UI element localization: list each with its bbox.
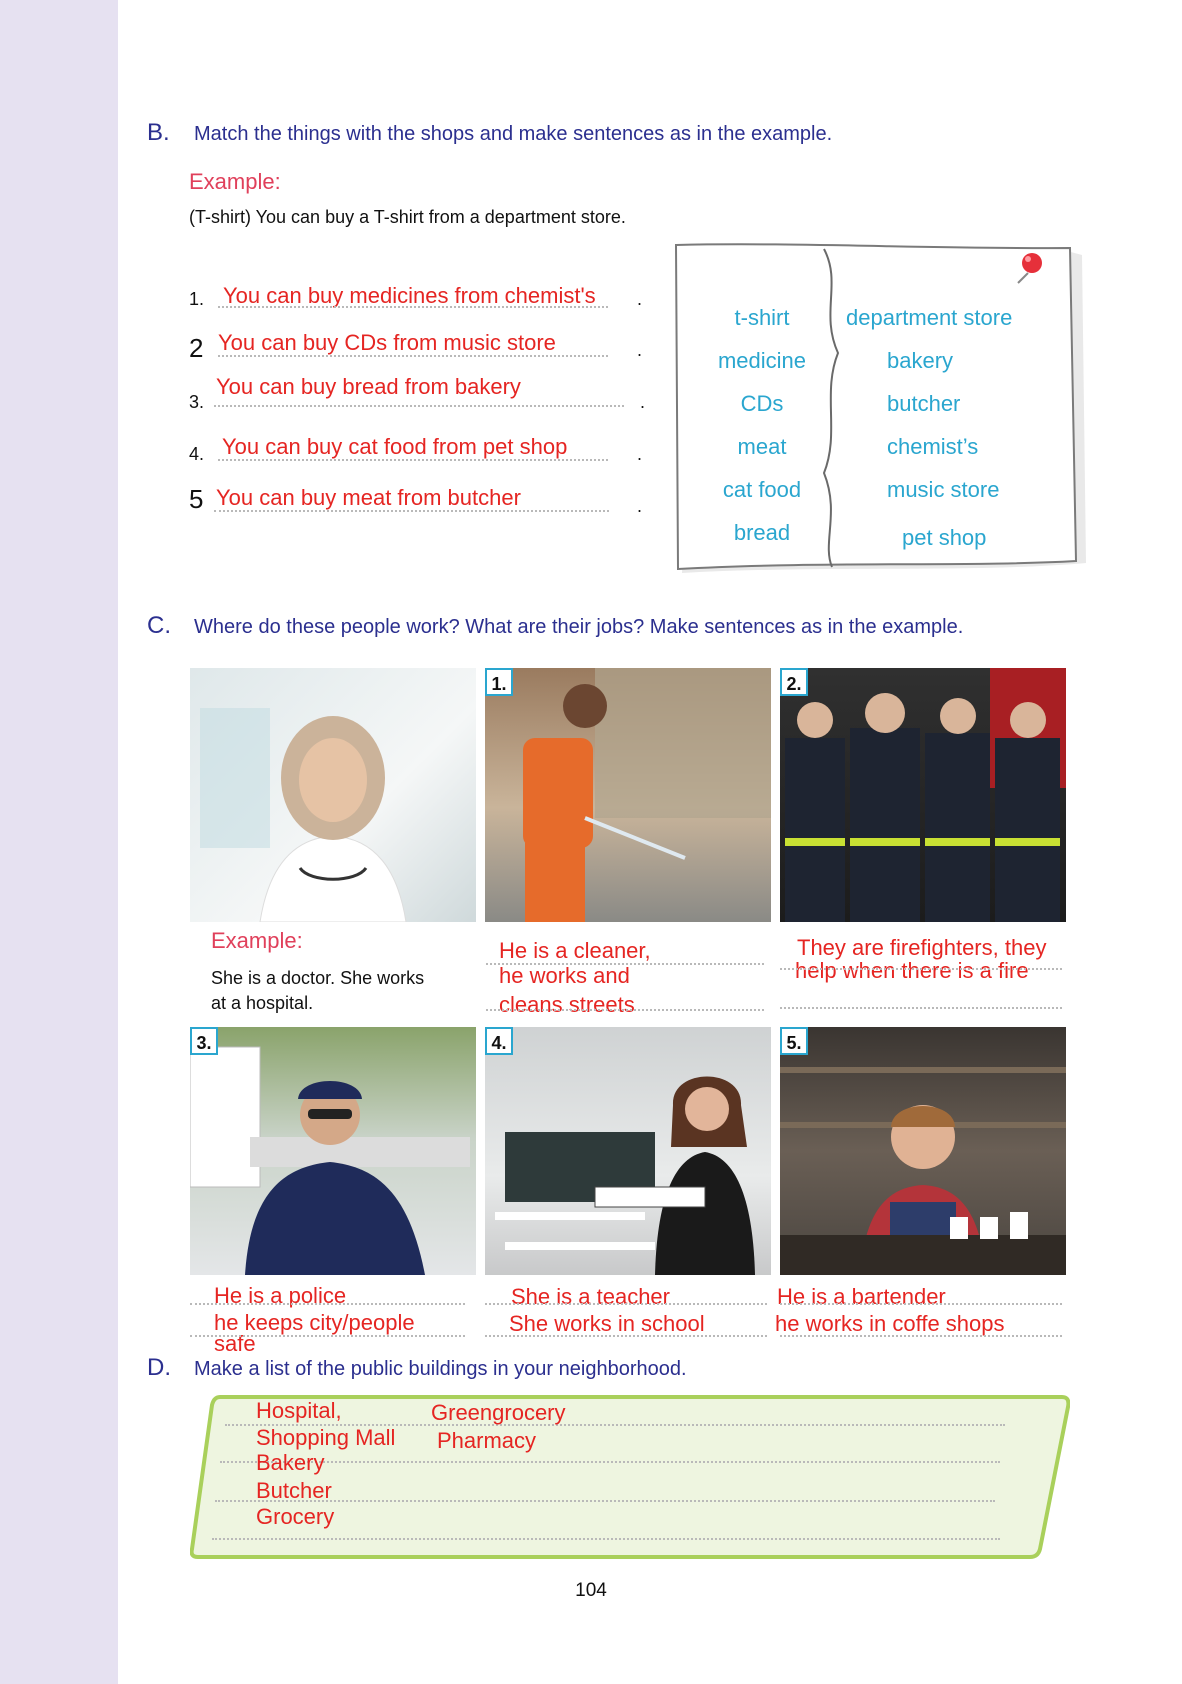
answer-line [214,510,609,512]
list-item[interactable]: Hospital, [256,1398,342,1423]
section-d-letter: D. [147,1354,171,1381]
list-line [212,1538,1000,1540]
answer-c5-line1[interactable]: He is a bartender [777,1284,946,1309]
photo-badge: 1. [485,668,513,696]
thing-word: bread [733,520,791,545]
answer-c2-line2[interactable]: help when there is a fire [795,958,1029,983]
item-number: 4. [189,444,205,464]
period: . [640,392,646,412]
answer-2[interactable]: You can buy CDs from music store [218,330,556,355]
photo-cleaner [485,668,771,922]
photo-bartender [780,1027,1066,1275]
answer-c4-line1[interactable]: She is a teacher [511,1284,670,1309]
page-margin-strip [0,0,118,1684]
answer-c1-line3[interactable]: cleans streets [499,992,635,1017]
answer-line [190,1335,465,1337]
page-number: 104 [575,1580,607,1601]
photo-teacher [485,1027,771,1275]
thing-word: CDs [740,391,784,416]
teacher-illustration [485,1027,771,1275]
thing-word: medicine [717,348,807,373]
section-b-letter: B. [147,119,170,146]
item-number: 3. [189,392,205,412]
list-line [215,1500,995,1502]
section-b-example-label: Example: [189,169,281,194]
thing-word: meat [737,434,787,459]
item-number: 1. [189,289,205,309]
answer-line [485,1335,767,1337]
period: . [637,496,643,516]
thing-word: cat food [722,477,802,502]
pushpin-icon [1022,253,1042,273]
bartender-illustration [780,1027,1066,1275]
photo-police [190,1027,476,1275]
shop-word: chemist’s [887,434,979,459]
photo-firefighters [780,668,1066,922]
list-item[interactable]: Grocery [256,1504,335,1529]
period: . [637,340,643,360]
shop-word: butcher [887,391,961,416]
answer-5[interactable]: You can buy meat from butcher [216,485,521,510]
list-line [220,1461,1000,1463]
answer-c3-line3[interactable]: safe [214,1331,256,1356]
section-c-example-line2: at a hospital. [211,993,314,1013]
list-item[interactable]: Butcher [256,1478,332,1503]
list-item[interactable]: Bakery [256,1450,325,1475]
list-item[interactable]: Shopping Mall [256,1425,396,1450]
answer-c3-line1[interactable]: He is a police [214,1283,347,1308]
section-b-example-text: (T-shirt) You can buy a T-shirt from a department store. [189,207,626,227]
answer-line [218,355,608,357]
period: . [637,444,643,464]
answer-line [190,1303,465,1305]
answer-c5-line2[interactable]: he works in coffe shops [775,1311,1005,1336]
answer-line [218,459,608,461]
shop-word: department store [846,305,1013,330]
shop-word: bakery [887,348,954,373]
answer-c1-line1[interactable]: He is a cleaner, [499,938,651,963]
answer-c4-line2[interactable]: She works in school [509,1311,705,1336]
photo-badge: 2. [780,668,808,696]
photo-badge: 3. [190,1027,218,1055]
section-c-example-line1: She is a doctor. She works [211,968,425,988]
answer-3[interactable]: You can buy bread from bakery [216,374,521,399]
item-number: 2 [189,333,204,363]
answer-line [780,968,1062,970]
shop-word: pet shop [902,525,987,550]
answer-line [780,1335,1062,1337]
section-b-instruction: Match the things with the shops and make sentences as in the example. [194,123,833,145]
answer-1[interactable]: You can buy medicines from chemist's [223,283,596,308]
section-c-letter: C. [147,612,171,639]
photo-doctor [190,668,476,922]
answer-line [218,306,608,308]
answer-c2-line1[interactable]: They are firefighters, they [797,935,1047,960]
answer-4[interactable]: You can buy cat food from pet shop [222,434,568,459]
photo-badge: 4. [485,1027,513,1055]
answer-line [486,963,764,965]
answer-line [485,1303,767,1305]
firefighters-illustration [780,668,1066,922]
answer-c1-line2[interactable]: he works and [499,963,630,988]
answer-line [214,405,624,407]
list-item[interactable]: Greengrocery [431,1400,566,1425]
photo-badge: 5. [780,1027,808,1055]
thing-word: t-shirt [734,305,790,330]
answer-line [780,1303,1062,1305]
list-item[interactable]: Pharmacy [437,1428,537,1453]
answer-line [780,1007,1062,1009]
shop-word: music store [887,477,1000,502]
item-number: 5 [189,484,204,514]
section-d-instruction: Make a list of the public buildings in your neighborhood. [194,1358,687,1380]
word-bank-note [672,243,1090,593]
section-c-example-label: Example: [211,928,303,953]
section-c-instruction: Where do these people work? What are their jobs? Make sentences as in the example. [194,616,964,638]
answer-c3-line2[interactable]: he keeps city/people [214,1310,415,1335]
police-illustration [190,1027,476,1275]
doctor-illustration [190,668,476,922]
answer-line [486,1009,764,1011]
cleaner-illustration [485,668,771,922]
period: . [637,289,643,309]
